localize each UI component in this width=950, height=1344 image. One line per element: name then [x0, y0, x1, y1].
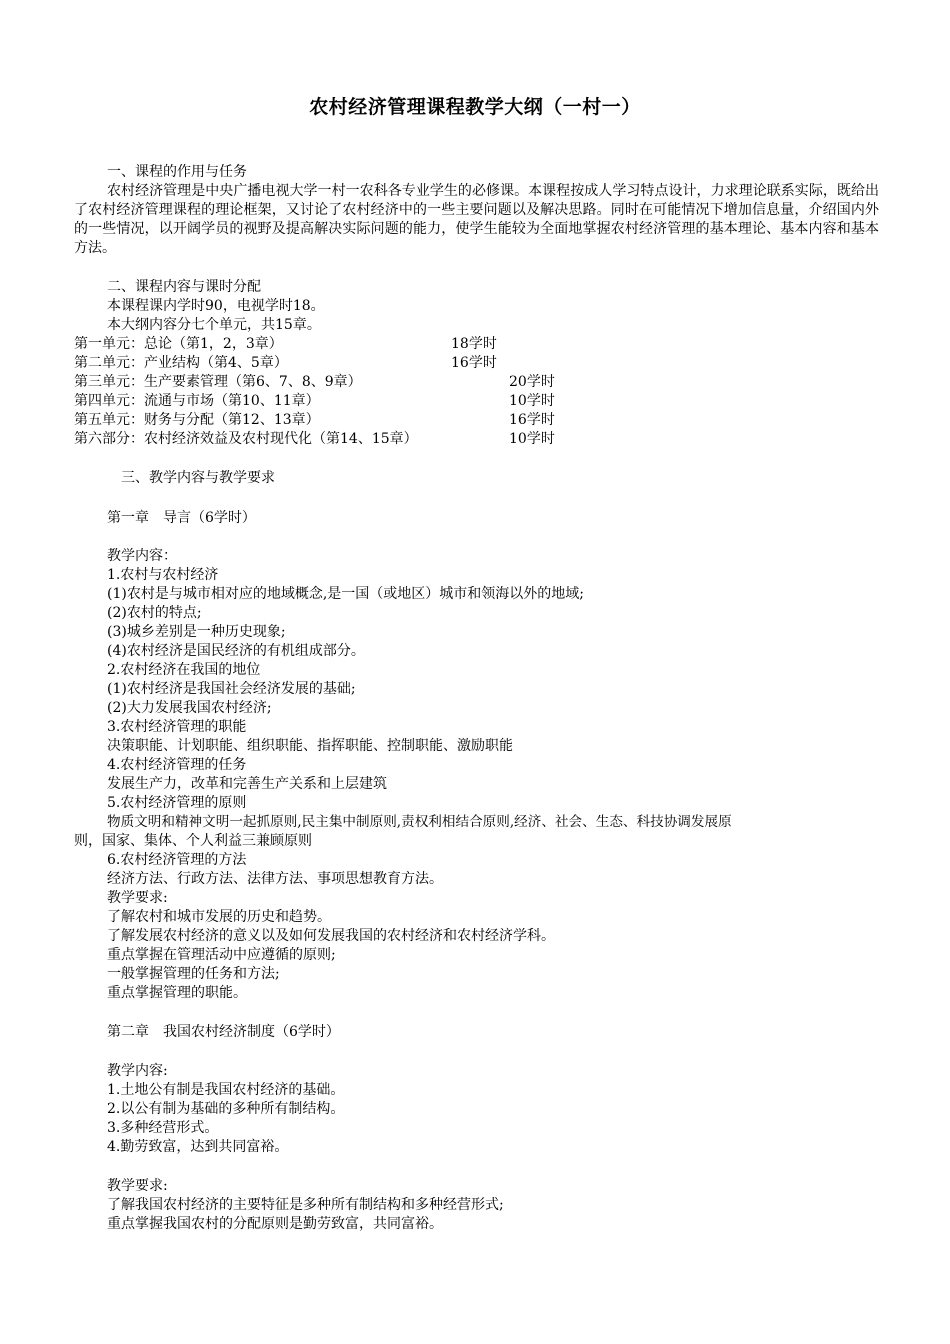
text-line: 本课程课内学时90，电视学时18。	[107, 298, 325, 314]
unit-name: 第五单元：财务与分配（第12、13章）	[74, 412, 320, 428]
chapter-heading: 第一章 导言（6学时）	[107, 510, 256, 526]
text-line: 4.农村经济管理的任务	[107, 757, 247, 773]
text-line: 重点掌握在管理活动中应遵循的原则;	[107, 947, 336, 963]
text-line: 2.以公有制为基础的多种所有制结构。	[107, 1101, 345, 1117]
requirement-label: 教学要求:	[107, 1178, 168, 1194]
section-heading: 一、课程的作用与任务	[107, 164, 247, 180]
text-line: 物质文明和精神文明一起抓原则,民主集中制原则,责权利相结合原则,经济、社会、生态、科技协调发展原	[107, 814, 732, 830]
section-heading: 三、教学内容与教学要求	[121, 470, 275, 486]
text-line: 重点掌握管理的职能。	[107, 985, 247, 1001]
text-line: 本大纲内容分七个单元，共15章。	[107, 317, 321, 333]
unit-hours: 16学时	[509, 412, 555, 428]
text-line: 3.农村经济管理的职能	[107, 719, 247, 735]
text-line: 了解农村和城市发展的历史和趋势。	[107, 909, 331, 925]
text-line: 1.土地公有制是我国农村经济的基础。	[107, 1082, 345, 1098]
content-label: 教学内容：	[107, 548, 177, 564]
text-line: 6.农村经济管理的方法	[107, 852, 247, 868]
text-line: 则，国家、集体、个人利益三兼顾原则	[74, 833, 312, 849]
unit-hours: 10学时	[509, 431, 555, 447]
section-paragraph: 农村经济管理是中央广播电视大学一村一农科各专业学生的必修课。本课程按成人学习特点设计，力求理论联系实际，既给出了农村经济管理课程的理论框架，又讨论了农村经济中的一些主要问题以及解决思路。同时在可能情况下增加信息量，介绍国内外的一些情况，以开阔学员的视野及提高解决实际问题的能力，使学生能较为全面地掌握农村经济管理的基本理论、基本内容和基本方法。	[74, 183, 879, 256]
text-line: 3.多种经营形式。	[107, 1120, 219, 1136]
unit-name: 第六部分：农村经济效益及农村现代化（第14、15章）	[74, 431, 418, 447]
text-line: (1)农村是与城市相对应的地域概念,是一国（或地区）城市和领海以外的地域;	[107, 586, 584, 602]
text-line: 经济方法、行政方法、法律方法、事项思想教育方法。	[107, 871, 443, 887]
unit-hours: 18学时	[451, 336, 497, 352]
text-line: 发展生产力，改革和完善生产关系和上层建筑	[107, 776, 387, 792]
text-line: (4)农村经济是国民经济的有机组成部分。	[107, 643, 365, 659]
text-line: 4.勤劳致富，达到共同富裕。	[107, 1139, 289, 1155]
text-line: 1.农村与农村经济	[107, 567, 219, 583]
text-line: (3)城乡差别是一种历史现象;	[107, 624, 286, 640]
unit-hours: 10学时	[509, 393, 555, 409]
chapter-heading: 第二章 我国农村经济制度（6学时）	[107, 1024, 340, 1040]
text-line: 重点掌握我国农村的分配原则是勤劳致富，共同富裕。	[107, 1216, 443, 1232]
text-line: 了解我国农村经济的主要特征是多种所有制结构和多种经营形式;	[107, 1197, 504, 1213]
unit-name: 第三单元：生产要素管理（第6、7、8、9章）	[74, 374, 362, 390]
text-line: 一般掌握管理的任务和方法;	[107, 966, 280, 982]
text-line: (2)农村的特点;	[107, 605, 202, 621]
text-line: 决策职能、计划职能、组织职能、指挥职能、控制职能、激励职能	[107, 738, 513, 754]
content-label: 教学内容:	[107, 1063, 168, 1079]
text-line: 5.农村经济管理的原则	[107, 795, 247, 811]
text-line: (1)农村经济是我国社会经济发展的基础;	[107, 681, 356, 697]
unit-hours: 20学时	[509, 374, 555, 390]
text-line: 了解发展农村经济的意义以及如何发展我国的农村经济和农村经济学科。	[107, 928, 555, 944]
unit-name: 第一单元：总论（第1，2，3章）	[74, 336, 283, 352]
unit-hours: 16学时	[451, 355, 497, 371]
text-line: 2.农村经济在我国的地位	[107, 662, 261, 678]
requirement-label: 教学要求:	[107, 890, 168, 906]
text-line: (2)大力发展我国农村经济;	[107, 700, 272, 716]
unit-name: 第四单元：流通与市场（第10、11章）	[74, 393, 320, 409]
document-title: 农村经济管理课程教学大纲（一村一）	[309, 96, 641, 118]
unit-name: 第二单元：产业结构（第4、5章）	[74, 355, 288, 371]
section-heading: 二、课程内容与课时分配	[107, 279, 261, 295]
